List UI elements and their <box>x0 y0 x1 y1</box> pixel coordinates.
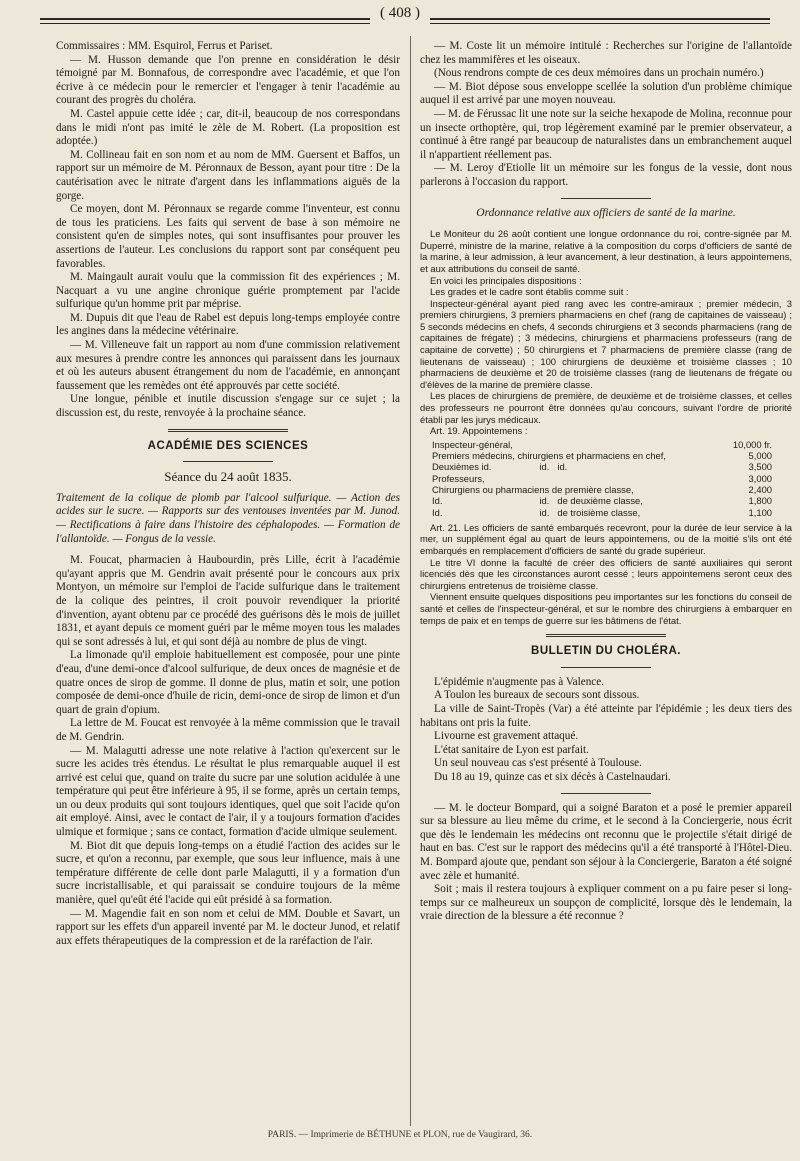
salary-class: id. <box>557 461 568 473</box>
salary-row <box>432 461 772 472</box>
salary-row <box>432 507 772 518</box>
section-heading: ACADÉMIE DES SCIENCES <box>147 439 309 452</box>
salary-rank: Premiers médecins, chirurgiens et pharmaciens en chef, <box>432 450 666 462</box>
bulletin-item: Livourne est gravement attaqué. <box>434 730 579 743</box>
paragraph: Une longue, pénible et inutile discussion s'engage sur ce sujet ; la discussion est, du reste, renvoyée à la prochaine séance. <box>56 393 400 420</box>
paragraph: — M. Magendie fait en son nom et celui de MM. Double et Savart, un rapport sur les effets d'un appareil inventé par M. le docteur Junod, et relatif aux effets thérapeutiques de la compression et de la raréfaction de l'air. <box>56 907 400 947</box>
salary-rank: Id. <box>432 506 443 518</box>
salary-rank: Deuxièmes id. <box>432 461 492 473</box>
paragraph: Soit ; mais il restera toujours à expliquer comment on a pu faire peser si long-temps sur ce malheureux un soupçon de complicité, lorsque dès le lendemain, la vraie direction de la blessure a été reconnue ? <box>420 883 792 923</box>
column-divider <box>410 36 411 1126</box>
left-column <box>56 40 400 948</box>
salary-row <box>432 495 772 506</box>
right-column <box>420 40 792 924</box>
salary-table <box>432 439 772 518</box>
paragraph: M. Collineau fait en son nom et au nom de MM. Guersent et Baffos, un rapport sur un mémoire de M. Péronnaux de Besson, ayant pour titre : De la cautérisation avec le nitrate d'argent dans les inflammations aiguës de la gorge. <box>56 148 400 202</box>
paragraph: Inspecteur-général ayant pied rang avec les contre-amiraux ; premier médecin, 3 premiers chirurgiens, 3 premiers pharmaciens en chef (rang de capitaines de vaisseau) ; 5 seconds médecins en chefs, 4 seconds chirurgiens et 3 seconds pharmaciens (rang de capitaines de frégate) ; 3 médecins, chirurgiens et pharmaciens professeurs (rang de capitaine de corvette) ; 50 chirurgiens et 7 pharmaciens de première classe (rang de lieutenans de vaisseau) ; 100 chirurgiens de deuxième et troisième classes ; 10 pharmaciens de deuxième et 20 de troisième classes (rang de lieutenans de frégate ou d'élèves de la marine de première classe. <box>420 297 792 390</box>
paragraph: En voici les principales dispositions : <box>430 274 582 286</box>
paragraph: Art. 21. Les officiers de santé embarqués recevront, pour la durée de leur service à la mer, un supplément égal au quart de leurs appointemens, ou de la moitié s'ils ont été embarqués en remplacement d'officiers de santé du grade supérieur. <box>420 521 792 557</box>
paragraph: — M. Villeneuve fait un rapport au nom d'une commission relativement aux mesures à prendre contre les annonces qui paraissent dans les journaux et où les auteurs abusent étrangement du nom de l'académie, en annonçant faussement que les remèdes ont été approuvés par cette société. <box>56 339 400 392</box>
salary-row <box>432 439 772 450</box>
paragraph: Les grades et le cadre sont établis comme suit : <box>430 286 629 298</box>
section-heading: BULLETIN DU CHOLÉRA. <box>531 645 681 658</box>
bulletin-item: A Toulon les bureaux de secours sont dissous. <box>434 689 640 702</box>
salary-rank: Inspecteur-général, <box>432 438 513 450</box>
session-agenda: Traitement de la colique de plomb par l'alcool sulfurique. — Action des acides sur le sucre. — Rapports sur des ventouses inventées par M. Junod. — Rectifications à faire dans l'histoire des céphalopodes. — Formation de l'allantoïde. — Fongus de la vessie. <box>56 491 400 545</box>
salary-rank: Chirurgiens ou pharmaciens de première classe, <box>432 484 634 495</box>
paragraph: M. Maingault aurait voulu que la commission fit des expériences ; M. Nacquart a vu une angine chronique guérie promptement par l'acide sulfurique qu'un homme prit par méprise. <box>56 271 400 311</box>
paragraph: M. Castel appuie cette idée ; car, dit-il, beaucoup de nos correspondans dans le midi n'ont pas imité le zèle de M. Robert. (La proposition est adoptée.) <box>56 107 400 148</box>
section-rule <box>183 461 273 462</box>
salary-ditto: id. <box>539 495 550 507</box>
salary-ditto: id. <box>539 461 550 473</box>
salary-row <box>432 450 772 461</box>
bulletin-item: Du 18 au 19, quinze cas et six décès à Castelnaudari. <box>434 770 671 783</box>
session-date: Séance du 24 août 1835. <box>164 469 292 485</box>
section-heading: Ordonnance relative aux officiers de santé de la marine. <box>476 206 736 219</box>
section-rule <box>546 634 666 637</box>
salary-class: de troisième classe, <box>557 506 641 518</box>
paragraph: M. Dupuis dit que l'eau de Rabel est depuis long-temps employée contre les angines dans la médecine vétérinaire. <box>56 311 400 338</box>
section-rule <box>561 198 651 199</box>
salary-rank: Id. <box>432 495 443 507</box>
paragraph: — M. Malagutti adresse une note relative à l'action qu'exercent sur le sucre les acides très étendus. Le résultat le plus remarquable auquel il est arrivé est celui que, quand on traite du sucre par une solution acidulée à une température qui peut être inférieure à 95, il se forme, après un certain temps, un ou deux produits qui sont toujours identiques, quel que soit l'acide qu'on ait employé. Ainsi, avec le contact de l'air, il y a toujours formation d'acides ulmique et formique ; sans ce contact, formation d'acide ulmique seulement. <box>56 744 400 839</box>
salary-ditto: id. <box>539 506 550 518</box>
bulletin-item: L'état sanitaire de Lyon est parfait. <box>434 743 589 756</box>
salary-amount: 10,000 fr. <box>732 438 772 450</box>
salary-class: de deuxième classe, <box>557 495 643 507</box>
paragraph: Viennent ensuite quelques dispositions peu importantes sur les fonctions du conseil de santé et celles de l'inspecteur-général, et sur le nombre des chirurgiens à embarquer en temps de paix et en temps de guerre sur les bâtimens de l'état. <box>420 591 792 626</box>
bulletin-item: La ville de Saint-Tropès (Var) a été atteinte par l'épidémie ; les deux tiers des habitans ont pris la fuite. <box>420 703 792 729</box>
salary-amount: 3,000 <box>748 472 772 484</box>
section-rule <box>168 429 288 432</box>
paragraph: Les places de chirurgiens de première, de deuxième et de troisième classes, et celles des professeurs ne pourront être données qu'au concours, suivant l'ordre de priorité établi par les jurys médicaux. <box>420 390 792 425</box>
paragraph: — M. Coste lit un mémoire intitulé : Recherches sur l'origine de l'allantoïde chez les mammifères et les oiseaux. <box>420 40 792 66</box>
paragraph: Le titre VI donne la faculté de créer des officiers de santé auxiliaires qui seront licenciés dès que les circonstances auront cessé ; leurs appointemens seront ceux des chirurgiens entretenus de troisième classe. <box>420 556 792 591</box>
article-heading: Art. 19. Appointemens : <box>430 425 528 437</box>
paragraph: — M. Biot dépose sous enveloppe scellée la solution d'un problème chimique auquel il est arrivé par une moyen nouveau. <box>420 80 792 107</box>
paragraph: M. Biot dit que depuis long-temps on a étudié l'action des acides sur le sucre, et qu'on a reconnu, par exemple, que sous leur influence, mais à une température différente de celle dont parle Malagutti, il y a formation d'un sucre incristallisable, et qui paraissait se conduire toujours de la même manière, quel qu'eût été l'acide qui eût présidé à sa formation. <box>56 839 400 907</box>
salary-amount: 1,800 <box>748 495 772 507</box>
page-header <box>0 0 800 30</box>
salary-rank: Professeurs, <box>432 472 485 484</box>
imprint-footer: PARIS. — Imprimerie de BÉTHUNE et PLON, rue de Vaugirard, 36. <box>267 1130 533 1140</box>
paragraph: — M. Leroy d'Etiolle lit un mémoire sur les fongus de la vessie, dont nous parlerons à l'occasion du rapport. <box>420 162 792 188</box>
salary-row <box>432 473 772 484</box>
page-number: ( 408 ) <box>370 2 430 24</box>
section-rule <box>561 793 651 794</box>
salary-row <box>432 484 772 495</box>
paragraph: Le Moniteur du 26 août contient une longue ordonnance du roi, contre-signée par M. Duperré, ministre de la marine, relative à la composition du corps d'officiers de santé de la marine, à leur admission, à leur avancement, à leur destination, à leurs appointemens, et aux attributions du conseil de santé. <box>420 228 792 274</box>
paragraph: — M. Husson demande que l'on prenne en considération le désir témoigné par M. Bonnafous, de correspondre avec l'académie, et que l'on écrive à ce médecin pour le remercier et l'engager à tenir l'académie au courant des progrès du choléra. <box>56 53 400 107</box>
paragraph: Ce moyen, dont M. Péronnaux se regarde comme l'inventeur, est connu de tous les praticiens. Les faits qui servent de base à son mémoire ne consistent qu'en de simples notes, qui sont insuffisantes pour prouver les assertions de l'auteur. Les conclusions du rapport sont par conséquent peu favorables. <box>56 203 400 270</box>
paragraph: (Nous rendrons compte de ces deux mémoires dans un prochain numéro.) <box>434 67 764 80</box>
paragraph: La limonade qu'il emploie habituellement est composée, pour une pinte d'eau, d'une demi-once d'alcool sulfurique, de deux onces de magnésie et de quatre onces de sirop de gomme. Il donne de plus, matin et soir, une potion composée de demi-once d'huile de ricin, demi-once de sirop de limon et d'un quart de grain d'opium. <box>56 649 400 716</box>
paragraph: Commissaires : MM. Esquirol, Ferrus et Pariset. <box>56 40 273 52</box>
salary-amount: 3,500 <box>748 461 772 473</box>
bulletin-item: L'épidémie n'augmente pas à Valence. <box>434 675 605 688</box>
salary-amount: 2,400 <box>748 484 772 495</box>
paragraph: M. Foucat, pharmacien à Haubourdin, près Lille, écrit à l'académie qu'ayant appris que M. Gendrin avait présenté pour le concours aux prix Montyon, un mémoire sur l'emploi de l'acide sulfurique dans le traitement de la colique des peintres, il croit pouvoir revendiquer la priorité d'invention, ayant obtenu par ce procédé des guérisons dès le mois de juillet 1831, et ayant depuis ce moment guéri par le même moyen tous les malades qui se sont adressés à lui, et qui sont déjà au nombre de plus de vingt. <box>56 554 400 648</box>
salary-amount: 5,000 <box>748 450 772 462</box>
bulletin-item: Un seul nouveau cas s'est présenté à Toulouse. <box>434 757 642 770</box>
paragraph: — M. de Férussac lit une note sur la seiche hexapode de Molina, reconnue pour un insecte orthoptère, qui, trop légèrement examiné par le premier observateur, a continué à être rangé par beaucoup de naturalistes dans un embranchement auquel il n'appartient réellement pas. <box>420 107 792 161</box>
ordonnance-body <box>420 228 792 626</box>
section-rule <box>561 667 651 668</box>
paragraph: — M. le docteur Bompard, qui a soigné Baraton et a posé le premier appareil sur sa blessure au lieu même du crime, et le second à la Conciergerie, nous écrit que dès le lendemain les médecins ont reconnu que le projectile s'était dirigé de haut en bas. C'est sur le rapport des médecins qu'il a été transporté à l'Hôtel-Dieu. M. Bompard ajoute que, pendant son séjour à la Conciergerie, Baraton a été soigné avec zèle et humanité. <box>420 801 792 882</box>
paragraph: La lettre de M. Foucat est renvoyée à la même commission que le travail de M. Gendrin. <box>56 717 400 743</box>
salary-amount: 1,100 <box>748 506 772 518</box>
